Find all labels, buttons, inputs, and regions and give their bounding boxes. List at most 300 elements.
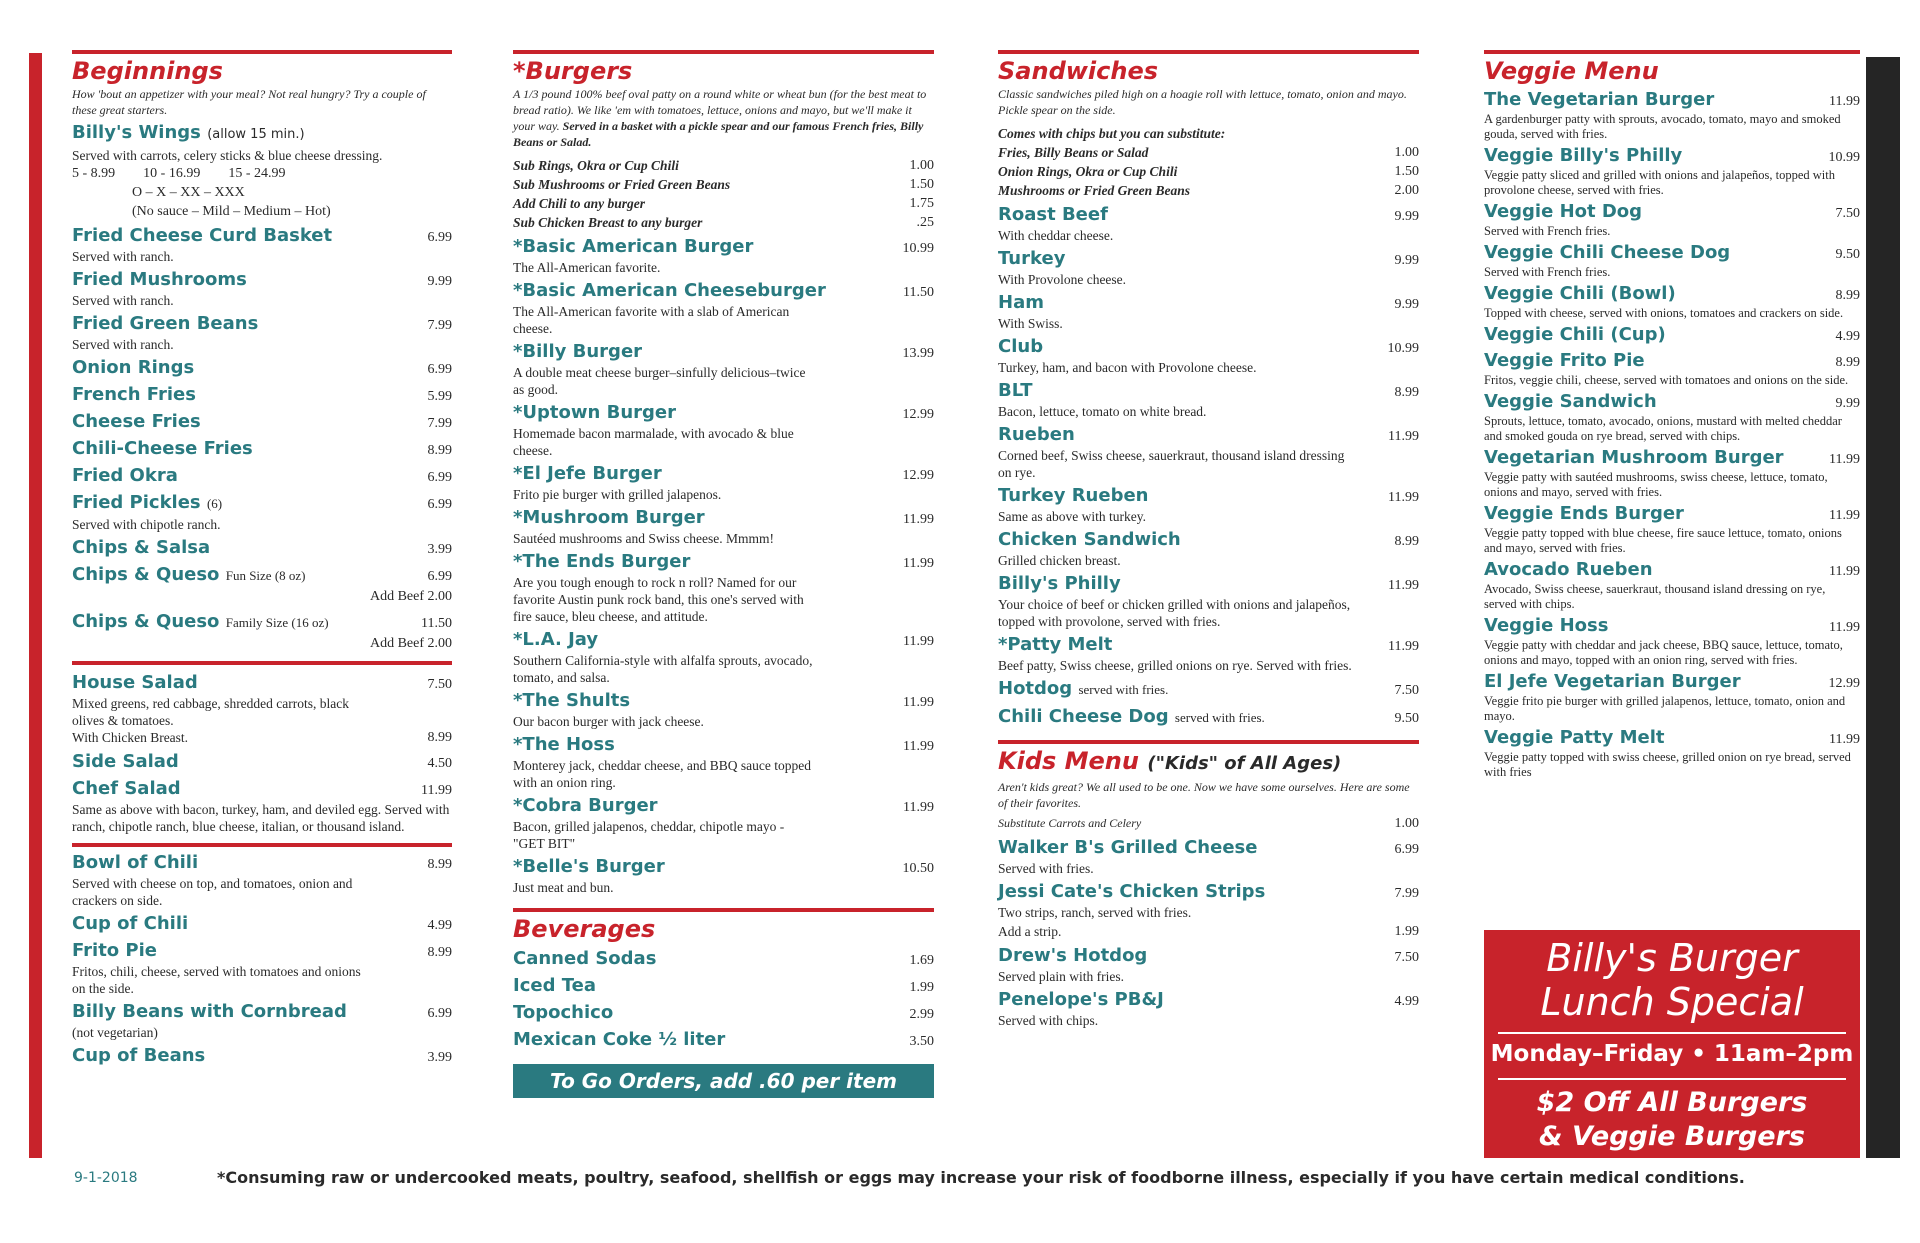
burger-subs <box>513 156 934 232</box>
item-name: *Uptown Burger <box>513 402 676 423</box>
item-name: Rueben <box>998 424 1075 445</box>
item-price: 6.99 <box>427 470 452 485</box>
item-name-wrap <box>998 528 1181 552</box>
item-name: El Jefe Vegetarian Burger <box>1484 671 1741 692</box>
item-price: 8.99 <box>1835 288 1860 303</box>
item-row <box>72 437 452 461</box>
item-price: 2.99 <box>909 1007 934 1022</box>
kids-title: Kids Menu <box>998 747 1139 775</box>
menu-item-house-salad <box>72 671 452 747</box>
menu-item <box>1484 614 1860 668</box>
menu-item <box>72 383 452 407</box>
chips-note <box>998 124 1419 143</box>
item-row <box>72 268 452 292</box>
item-row <box>998 880 1419 904</box>
item-name-wrap <box>72 912 188 936</box>
item-name: Fried Mushrooms <box>72 269 247 290</box>
item-name: Billy's Wings <box>72 122 201 143</box>
item-row <box>72 491 452 516</box>
to-go-banner: To Go Orders, add .60 per item <box>513 1064 934 1098</box>
item-desc: Fritos, chili, cheese, served with tomatoes and onions on the side. <box>72 964 361 996</box>
item-price: 6.99 <box>427 569 452 584</box>
item-row <box>513 550 934 574</box>
item-name-wrap <box>72 268 247 292</box>
item-name: Bowl of Chili <box>72 852 199 873</box>
item-row <box>513 947 934 971</box>
item-row <box>513 794 934 818</box>
item-name: Fried Green Beans <box>72 313 259 334</box>
item-note: Fun Size (8 oz) <box>225 568 306 583</box>
item-row <box>72 312 452 336</box>
item-name-wrap <box>72 410 201 434</box>
menu-item <box>998 335 1419 376</box>
menu-item <box>998 423 1419 481</box>
item-name-wrap <box>72 464 178 488</box>
item-price: 6.99 <box>427 362 452 377</box>
item-name-wrap <box>998 247 1065 271</box>
item-desc: Sautéed mushrooms and Swiss cheese. Mmmm! <box>513 531 774 546</box>
menu-item <box>1484 502 1860 556</box>
item-price: 9.50 <box>1835 247 1860 262</box>
item-desc: Beef patty, Swiss cheese, grilled onions on rye. Served with fries. <box>998 658 1352 673</box>
item-row <box>513 401 934 425</box>
item-desc: Same as above with bacon, turkey, ham, and deviled egg. Served with ranch, chipotle ranch, blue cheese, italian, or thousand island. <box>72 802 450 834</box>
section-rule <box>1484 50 1860 54</box>
section-rule <box>72 843 452 847</box>
item-price: 8.99 <box>1394 534 1419 549</box>
item-name-wrap <box>72 491 222 516</box>
item-name: Fried Okra <box>72 465 178 486</box>
special-line1: Billy's Burger <box>1546 936 1798 980</box>
item-name: Fried Cheese Curd Basket <box>72 225 333 246</box>
menu-item <box>998 633 1419 674</box>
item-row <box>513 279 934 303</box>
item-price: 11.99 <box>1829 94 1860 109</box>
item-name: Mexican Coke ½ liter <box>513 1029 726 1050</box>
item-name: Billy Beans with Cornbread <box>72 1001 347 1022</box>
menu-item <box>72 1000 452 1041</box>
item-row <box>72 224 452 248</box>
menu-item <box>1484 726 1860 780</box>
item-price: 10.99 <box>1387 341 1419 356</box>
item-price: 7.99 <box>1394 886 1419 901</box>
item-row <box>1484 502 1860 526</box>
beverage-list <box>513 947 934 1052</box>
item-row <box>513 628 934 652</box>
item-name: Veggie Patty Melt <box>1484 727 1665 748</box>
item-desc: Veggie patty sliced and grilled with onions and jalapeños, topped with provolone cheese, served with fries. <box>1484 168 1835 197</box>
item-name-wrap <box>1484 614 1608 638</box>
item-name-wrap <box>998 944 1147 968</box>
menu-item <box>1484 323 1860 347</box>
menu-item <box>1484 241 1860 280</box>
item-desc: Bacon, grilled jalapenos, cheddar, chipotle mayo - "GET BIT" <box>513 819 785 851</box>
item-row <box>72 1000 452 1024</box>
item-name-wrap <box>513 550 690 574</box>
item-desc: With cheddar cheese. <box>998 228 1114 243</box>
kids-sub-label: Substitute Carrots and Celery <box>998 816 1142 830</box>
item-price: 4.99 <box>1394 994 1419 1009</box>
item-name: Chicken Sandwich <box>998 529 1181 550</box>
item-desc: Topped with cheese, served with onions, tomatoes and crackers on side. <box>1484 306 1844 320</box>
lunch-special-panel <box>1484 930 1860 1158</box>
wings-price: 5 - 8.99 <box>72 166 116 181</box>
menu-item <box>72 939 452 997</box>
item-price: 4.99 <box>1835 329 1860 344</box>
item-name: Turkey <box>998 248 1066 269</box>
kids-list-2 <box>998 944 1419 1029</box>
item-row <box>72 1044 452 1068</box>
item-desc: Served with ranch. <box>72 249 174 264</box>
item-name-wrap <box>998 379 1033 403</box>
special-offer2: & Veggie Burgers <box>1539 1121 1805 1152</box>
section-rule <box>72 661 452 665</box>
item-name-wrap <box>1484 446 1784 470</box>
item-price: 1.00 <box>1394 816 1419 831</box>
special-divider <box>1498 1078 1846 1080</box>
menu-item-wings <box>72 121 452 221</box>
item-price: 11.99 <box>903 695 934 710</box>
item-name: Turkey Rueben <box>998 485 1149 506</box>
item-name-wrap <box>72 1000 347 1024</box>
item-row <box>72 939 452 963</box>
item-name: Roast Beef <box>998 204 1108 225</box>
item-name-wrap <box>72 383 196 407</box>
item-desc: Bacon, lettuce, tomato on white bread. <box>998 404 1207 419</box>
item-row <box>998 247 1419 271</box>
item-row <box>513 689 934 713</box>
item-name-wrap <box>1484 349 1645 373</box>
menu-item <box>1484 446 1860 500</box>
item-name: Veggie Hot Dog <box>1484 201 1643 222</box>
item-row <box>513 235 934 259</box>
item-row <box>513 340 934 364</box>
kids-add-strip: Add a strip. <box>998 924 1062 939</box>
menu-item <box>513 550 934 625</box>
item-price: 11.99 <box>903 512 934 527</box>
item-row <box>72 464 452 488</box>
item-desc: Veggie patty with cheddar and jack cheese, BBQ sauce, lettuce, tomato, onions and mayo, topped with an onion ring, served with fries. <box>1484 638 1843 667</box>
sub-option <box>998 162 1419 181</box>
item-name-wrap <box>998 335 1043 359</box>
item-row <box>1484 88 1860 112</box>
sub-label: Fries, Billy Beans or Salad <box>998 145 1149 160</box>
column-burgers <box>513 50 934 1098</box>
item-row <box>998 291 1419 315</box>
item-row <box>513 733 934 757</box>
item-name-wrap <box>513 974 596 998</box>
item-name: Onion Rings <box>72 357 195 378</box>
item-name-wrap <box>998 880 1265 904</box>
item-price: 9.99 <box>427 274 452 289</box>
item-name-wrap <box>513 733 615 757</box>
menu-item <box>998 572 1419 630</box>
item-row <box>998 528 1419 552</box>
burgers-title: *Burgers <box>513 57 633 85</box>
chips-note-text: Comes with chips but you can substitute: <box>998 126 1226 141</box>
item-name: *Mushroom Burger <box>513 507 705 528</box>
veggie-list <box>1484 88 1860 780</box>
item-price: 8.99 <box>427 857 452 872</box>
special-days: Monday–Friday • 11am–2pm <box>1490 1041 1854 1067</box>
item-name-wrap <box>998 203 1108 227</box>
item-name: Canned Sodas <box>513 948 657 969</box>
item-row <box>72 356 452 380</box>
item-desc: Same as above with turkey. <box>998 509 1146 524</box>
item-name: Chips & Queso <box>72 611 220 632</box>
item-name: Cup of Beans <box>72 1045 206 1066</box>
item-name: The Vegetarian Burger <box>1484 89 1715 110</box>
item-desc: Sprouts, lettuce, tomato, avocado, onions, mustard with melted cheddar and smoked gouda on rye bread, served with chips. <box>1484 414 1842 443</box>
menu-item <box>513 947 934 971</box>
item-note: served with fries. <box>1174 710 1265 725</box>
item-price: 8.99 <box>1394 385 1419 400</box>
chili-list <box>72 851 452 1068</box>
item-desc: Are you tough enough to rock n roll? Named for our favorite Austin punk rock band, this one's served with fire sauce, bleu cheese, and attitude. <box>513 575 804 624</box>
sub-label: Add Chili to any burger <box>513 196 646 211</box>
item-desc: (not vegetarian) <box>72 1025 158 1040</box>
sub-label: Sub Mushrooms or Fried Green Beans <box>513 177 731 192</box>
item-extra: Add Beef 2.00 <box>369 636 452 651</box>
sub-price: .25 <box>916 215 934 230</box>
menu-item <box>513 340 934 398</box>
item-row <box>998 484 1419 508</box>
item-desc: Veggie frito pie burger with grilled jalapenos, lettuce, tomato, onion and mayo. <box>1484 694 1846 723</box>
item-name-wrap <box>998 633 1112 657</box>
item-name-wrap <box>513 462 662 486</box>
sub-option <box>998 181 1419 200</box>
veggie-title: Veggie Menu <box>1484 57 1659 85</box>
item-name: *The Hoss <box>513 734 615 755</box>
item-price: 7.99 <box>427 318 452 333</box>
item-price: 11.99 <box>1829 620 1860 635</box>
menu-item <box>513 628 934 686</box>
item-name: Chili-Cheese Fries <box>72 438 253 459</box>
item-name: *Cobra Burger <box>513 795 658 816</box>
wings-price-grid <box>72 164 452 221</box>
item-name: Jessi Cate's Chicken Strips <box>998 881 1266 902</box>
sandwich-list <box>998 203 1419 674</box>
kids-list <box>998 836 1419 921</box>
menu-item <box>72 464 452 488</box>
item-name: Chips & Salsa <box>72 537 211 558</box>
item-name-wrap <box>998 572 1121 596</box>
item-row <box>998 944 1419 968</box>
item-name-wrap <box>1484 558 1653 582</box>
item-name: Veggie Hoss <box>1484 615 1609 636</box>
item-desc: Our bacon burger with jack cheese. <box>513 714 704 729</box>
item-name: Cup of Chili <box>72 913 189 934</box>
item-name: Penelope's PB&J <box>998 989 1164 1010</box>
item-name: Cheese Fries <box>72 411 201 432</box>
special-line2: Lunch Special <box>1540 980 1804 1024</box>
sub-price: 1.75 <box>909 196 934 211</box>
menu-item <box>72 410 452 434</box>
item-row <box>1484 670 1860 694</box>
item-name-wrap <box>513 506 705 530</box>
item-row <box>1484 200 1860 224</box>
item-price: 11.50 <box>903 285 934 300</box>
item-desc: Served with chipotle ranch. <box>72 517 221 532</box>
item-price: 11.50 <box>421 616 452 631</box>
item-desc: Served with fries. <box>998 861 1094 876</box>
burgers-intro-bold: Served in a basket with a pickle spear and our famous French fries, Billy Beans or Salad. <box>513 119 924 149</box>
wings-price: 15 - 24.99 <box>228 166 286 181</box>
menu-item <box>72 224 452 265</box>
item-price: 11.99 <box>1388 578 1419 593</box>
item-name-wrap <box>1484 200 1642 224</box>
item-name-wrap <box>513 235 753 259</box>
menu-item <box>1484 200 1860 239</box>
menu-item <box>1484 390 1860 444</box>
sub-label: Sub Rings, Okra or Cup Chili <box>513 158 679 173</box>
wings-heat: O – X – XX – XXX <box>132 185 245 200</box>
item-row <box>1484 614 1860 638</box>
item-price: 11.99 <box>903 739 934 754</box>
sandwiches-intro: Classic sandwiches piled high on a hoagie roll with lettuce, tomato, onion and mayo. Pickle spear on the side. <box>998 87 1407 117</box>
menu-item <box>998 944 1419 985</box>
item-name: Veggie Billy's Philly <box>1484 145 1683 166</box>
item-name: *L.A. Jay <box>513 629 599 650</box>
item-row <box>1484 349 1860 373</box>
item-note: served with fries. <box>1078 682 1169 697</box>
item-name-wrap <box>513 628 598 652</box>
item-name-wrap <box>72 312 258 336</box>
item-name: Hotdog <box>998 678 1073 699</box>
menu-item <box>1484 88 1860 142</box>
item-desc: The All-American favorite with a slab of American cheese. <box>513 304 790 336</box>
item-row <box>998 335 1419 359</box>
item-price: 13.99 <box>902 346 934 361</box>
sandwiches-title: Sandwiches <box>998 57 1159 85</box>
item-price: 6.99 <box>427 497 452 512</box>
item-name-wrap <box>998 423 1075 447</box>
beginnings-intro: How 'bout an appetizer with your meal? Not real hungry? Try a couple of these great starters. <box>72 87 426 117</box>
menu-item <box>72 851 452 909</box>
menu-item <box>72 356 452 380</box>
menu-item <box>513 794 934 852</box>
item-name-wrap <box>998 836 1257 860</box>
item-price: 11.99 <box>421 783 452 798</box>
menu-item <box>513 689 934 730</box>
item-price: 11.99 <box>903 556 934 571</box>
column-beginnings <box>72 50 452 1068</box>
item-desc: Just meat and bun. <box>513 880 614 895</box>
item-desc: Served plain with fries. <box>998 969 1124 984</box>
sub-option <box>513 175 934 194</box>
item-name: Veggie Sandwich <box>1484 391 1657 412</box>
item-price: 1.99 <box>1394 924 1419 939</box>
item-price: 9.99 <box>1835 396 1860 411</box>
menu-item <box>1484 282 1860 321</box>
sub-price: 1.50 <box>1394 164 1419 179</box>
item-name: Iced Tea <box>513 975 596 996</box>
left-red-strip <box>29 53 42 1158</box>
item-name-wrap <box>1484 390 1657 414</box>
item-name: *El Jefe Burger <box>513 463 662 484</box>
item-row <box>1484 558 1860 582</box>
item-name: Side Salad <box>72 751 179 772</box>
section-rule <box>513 50 934 54</box>
item-price: 1.99 <box>909 980 934 995</box>
menu-item <box>1484 349 1860 388</box>
item-desc: Frito pie burger with grilled jalapenos. <box>513 487 722 502</box>
section-rule <box>998 740 1419 744</box>
item-row <box>998 423 1419 447</box>
item-desc: With Swiss. <box>998 316 1063 331</box>
item-price: 11.99 <box>1388 639 1419 654</box>
item-row <box>998 988 1419 1012</box>
menu-item <box>1484 144 1860 198</box>
item-row <box>72 851 452 875</box>
item-name: Topochico <box>513 1002 614 1023</box>
menu-item <box>72 437 452 461</box>
sub-option <box>513 194 934 213</box>
item-price: 12.99 <box>1828 676 1860 691</box>
item-desc: Served with ranch. <box>72 337 174 352</box>
beverages-title: Beverages <box>513 915 656 943</box>
item-name-wrap <box>1484 670 1741 694</box>
item-name-wrap <box>513 1028 725 1052</box>
burgers-intro: A 1/3 pound 100% beef oval patty on a round white or wheat bun (for the best meat to bread ratio). We like 'em with tomatoes, lettuce, onions and mayo, but we'll make it your way. <box>513 87 927 133</box>
sub-price: 2.00 <box>1394 183 1419 198</box>
item-desc: Monterey jack, cheddar cheese, and BBQ sauce topped with an onion ring. <box>513 758 812 790</box>
item-name-wrap <box>998 988 1164 1012</box>
column-veggie <box>1484 50 1860 780</box>
item-row <box>513 1028 934 1052</box>
menu-item <box>513 235 934 276</box>
sub-price: 1.00 <box>909 158 934 173</box>
menu-item <box>998 379 1419 420</box>
item-name-wrap <box>1484 726 1665 750</box>
item-row <box>998 572 1419 596</box>
menu-item <box>72 1044 452 1068</box>
item-desc: Homemade bacon marmalade, with avocado & blue cheese. <box>513 426 794 458</box>
footer-warning: *Consuming raw or undercooked meats, poultry, seafood, shellfish or eggs may increase your risk of foodborne illness, especially if you have certain medical conditions. <box>217 1168 1745 1187</box>
burger-list <box>513 235 934 896</box>
item-name: *Patty Melt <box>998 634 1113 655</box>
item-price: 7.50 <box>1835 206 1860 221</box>
item-name: *The Shults <box>513 690 631 711</box>
item-name-wrap <box>513 689 630 713</box>
item-name: Drew's Hotdog <box>998 945 1148 966</box>
item-row <box>513 462 934 486</box>
item-name: *Basic American Cheeseburger <box>513 280 826 301</box>
item-row <box>998 379 1419 403</box>
item-desc: Served with French fries. <box>1484 224 1611 238</box>
item-note: (allow 15 min.) <box>207 127 305 142</box>
item-name: Chili Cheese Dog <box>998 706 1169 727</box>
item-price: 7.50 <box>1394 683 1419 698</box>
item-row <box>72 536 452 560</box>
item-name: Frito Pie <box>72 940 157 961</box>
item-price: 10.99 <box>902 241 934 256</box>
menu-item <box>513 401 934 459</box>
item-price: 4.50 <box>427 756 452 771</box>
item-desc: Served with carrots, celery sticks & blue cheese dressing. <box>72 148 383 163</box>
item-desc: The All-American favorite. <box>513 260 661 275</box>
menu-item <box>1484 670 1860 724</box>
item-price: 8.99 <box>427 443 452 458</box>
menu-item <box>513 1001 934 1025</box>
item-price: 9.99 <box>1394 297 1419 312</box>
item-price: 3.50 <box>909 1034 934 1049</box>
item-desc: Served with cheese on top, and tomatoes, onion and crackers on side. <box>72 876 353 908</box>
item-price: 4.99 <box>427 918 452 933</box>
item-desc: Veggie patty topped with blue cheese, fire sauce lettuce, tomato, onions and mayo, served with fries. <box>1484 526 1842 555</box>
item-name: *The Ends Burger <box>513 551 691 572</box>
item-price: 12.99 <box>902 407 934 422</box>
